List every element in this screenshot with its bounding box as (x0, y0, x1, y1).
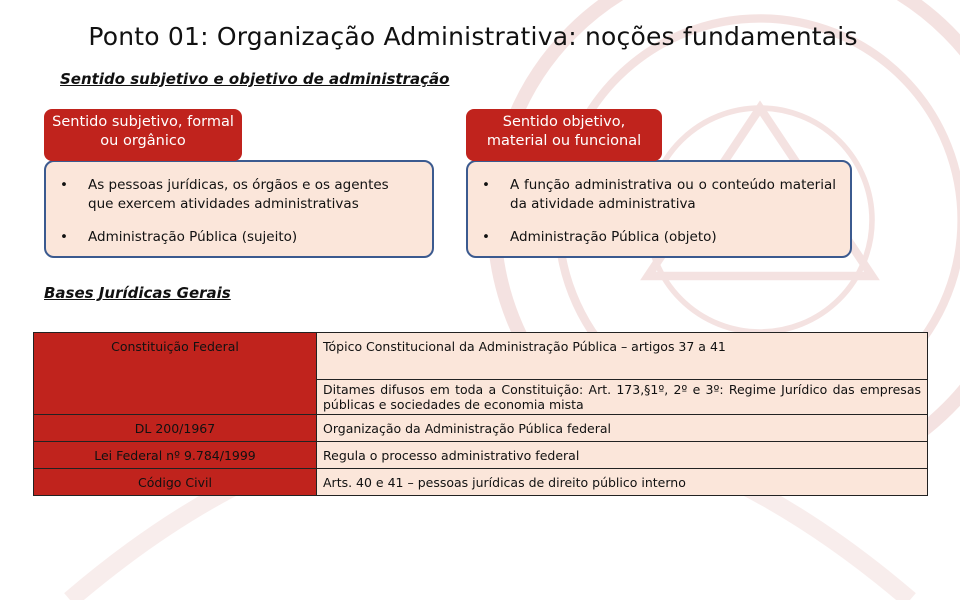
table-row (34, 442, 928, 469)
subjective-sense-panel (44, 160, 434, 258)
table-key-cell: Constituição Federal (34, 333, 317, 380)
table-key-cell: DL 200/1967 (34, 415, 317, 442)
subjective-sense-tag: Sentido subjetivo, formal ou orgânico (44, 109, 242, 161)
objective-sense-panel (466, 160, 852, 258)
table-value-cell: Tópico Constitucional da Administração Pública – artigos 37 a 41 (317, 333, 928, 380)
list-item: • A função administrativa ou o conteúdo material da atividade administrativa (482, 176, 836, 214)
table-key-cell: Código Civil (34, 469, 317, 496)
section-title: Bases Jurídicas Gerais (44, 284, 231, 302)
list-item: • As pessoas jurídicas, os órgãos e os agentes que exercem atividades administrativas (60, 176, 418, 214)
table-row (34, 380, 928, 415)
list-item: • Administração Pública (sujeito) (60, 228, 418, 247)
page-title: Ponto 01: Organização Administrativa: noções fundamentais (88, 22, 858, 51)
table-key-cell: Lei Federal nº 9.784/1999 (34, 442, 317, 469)
table-row (34, 415, 928, 442)
table-value-cell: Organização da Administração Pública federal (317, 415, 928, 442)
table-value-cell: Ditames difusos em toda a Constituição: Art. 173,§1º, 2º e 3º: Regime Jurídico das empresas públicas e sociedades de economia mista (317, 380, 928, 415)
table-key-cell (34, 380, 317, 415)
subtitle: Sentido subjetivo e objetivo de administração (60, 70, 450, 88)
legal-bases-table (33, 332, 928, 496)
objective-sense-tag: Sentido objetivo, material ou funcional (466, 109, 662, 161)
table-value-cell: Arts. 40 e 41 – pessoas jurídicas de direito público interno (317, 469, 928, 496)
list-item: • Administração Pública (objeto) (482, 228, 836, 247)
table-value-cell: Regula o processo administrativo federal (317, 442, 928, 469)
table-row (34, 469, 928, 496)
table-row (34, 333, 928, 380)
